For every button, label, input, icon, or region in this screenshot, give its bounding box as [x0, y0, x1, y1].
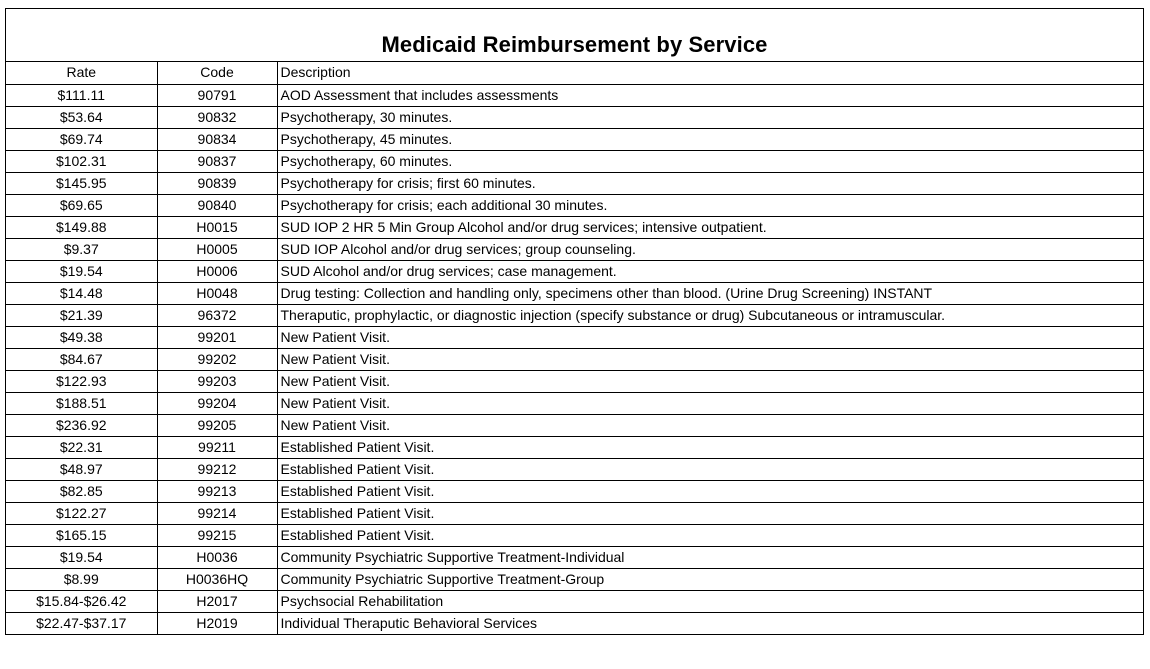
description-cell: Drug testing: Collection and handling only, specimens other than blood. (Urine Drug Screening) INSTANT [277, 282, 1143, 304]
description-cell: SUD IOP 2 HR 5 Min Group Alcohol and/or drug services; intensive outpatient. [277, 216, 1143, 238]
table-row [6, 612, 1143, 634]
rate-cell: $145.95 [6, 172, 157, 194]
header-rate: Rate [6, 62, 157, 84]
description-cell: Theraputic, prophylactic, or diagnostic injection (specify substance or drug) Subcutaneous or intramuscular. [277, 304, 1143, 326]
code-cell: H0006 [157, 260, 277, 282]
table-row [6, 106, 1143, 128]
rate-cell: $188.51 [6, 392, 157, 414]
table-row [6, 370, 1143, 392]
rate-cell: $8.99 [6, 568, 157, 590]
page-title: Medicaid Reimbursement by Service [381, 32, 768, 57]
rate-cell: $69.74 [6, 128, 157, 150]
code-cell: 96372 [157, 304, 277, 326]
code-cell: 99213 [157, 480, 277, 502]
description-cell: Psychotherapy, 60 minutes. [277, 150, 1143, 172]
description-cell: New Patient Visit. [277, 348, 1143, 370]
code-cell: H0005 [157, 238, 277, 260]
code-cell: 99214 [157, 502, 277, 524]
description-cell: Psychotherapy, 30 minutes. [277, 106, 1143, 128]
rate-cell: $122.93 [6, 370, 157, 392]
rate-cell: $14.48 [6, 282, 157, 304]
rate-cell: $84.67 [6, 348, 157, 370]
table-row [6, 458, 1143, 480]
description-cell: Psychotherapy for crisis; each additional 30 minutes. [277, 194, 1143, 216]
spreadsheet-sheet [5, 8, 1144, 635]
code-cell: H2017 [157, 590, 277, 612]
code-cell: 90791 [157, 84, 277, 106]
description-cell: SUD IOP Alcohol and/or drug services; group counseling. [277, 238, 1143, 260]
table-row [6, 260, 1143, 282]
code-cell: 99212 [157, 458, 277, 480]
code-cell: H0036HQ [157, 568, 277, 590]
table-row [6, 282, 1143, 304]
description-cell: AOD Assessment that includes assessments [277, 84, 1143, 106]
code-cell: 90839 [157, 172, 277, 194]
code-cell: 99203 [157, 370, 277, 392]
rate-cell: $19.54 [6, 546, 157, 568]
rate-cell: $21.39 [6, 304, 157, 326]
description-cell: Psychsocial Rehabilitation [277, 590, 1143, 612]
code-cell: 99205 [157, 414, 277, 436]
rate-cell: $22.31 [6, 436, 157, 458]
description-cell: New Patient Visit. [277, 326, 1143, 348]
rate-cell: $111.11 [6, 84, 157, 106]
table-row [6, 546, 1143, 568]
code-cell: H0036 [157, 546, 277, 568]
code-cell: 90832 [157, 106, 277, 128]
code-cell: H0015 [157, 216, 277, 238]
table-row [6, 348, 1143, 370]
rate-cell: $22.47-$37.17 [6, 612, 157, 634]
table-row [6, 84, 1143, 106]
rate-cell: $236.92 [6, 414, 157, 436]
rate-cell: $48.97 [6, 458, 157, 480]
code-cell: 99201 [157, 326, 277, 348]
table-row [6, 414, 1143, 436]
table-row [6, 238, 1143, 260]
description-cell: Established Patient Visit. [277, 502, 1143, 524]
rate-cell: $165.15 [6, 524, 157, 546]
description-cell: Psychotherapy for crisis; first 60 minutes. [277, 172, 1143, 194]
rate-cell: $53.64 [6, 106, 157, 128]
description-cell: Established Patient Visit. [277, 524, 1143, 546]
rate-cell: $82.85 [6, 480, 157, 502]
table-row [6, 480, 1143, 502]
table-row [6, 502, 1143, 524]
header-code: Code [157, 62, 277, 84]
description-cell: SUD Alcohol and/or drug services; case management. [277, 260, 1143, 282]
table-row [6, 524, 1143, 546]
table-row [6, 392, 1143, 414]
table-row [6, 304, 1143, 326]
code-cell: 90834 [157, 128, 277, 150]
description-cell: Established Patient Visit. [277, 436, 1143, 458]
description-cell: New Patient Visit. [277, 414, 1143, 436]
code-cell: 90840 [157, 194, 277, 216]
code-cell: 99204 [157, 392, 277, 414]
code-cell: H2019 [157, 612, 277, 634]
table-row [6, 172, 1143, 194]
title-row [6, 9, 1143, 62]
rate-cell: $9.37 [6, 238, 157, 260]
rate-cell: $15.84-$26.42 [6, 590, 157, 612]
table-row [6, 194, 1143, 216]
code-cell: 99202 [157, 348, 277, 370]
table-row [6, 568, 1143, 590]
table-row [6, 326, 1143, 348]
table-body [6, 84, 1143, 634]
header-row [6, 62, 1143, 84]
code-cell: 99215 [157, 524, 277, 546]
rate-cell: $122.27 [6, 502, 157, 524]
description-cell: New Patient Visit. [277, 392, 1143, 414]
rate-cell: $19.54 [6, 260, 157, 282]
rate-cell: $49.38 [6, 326, 157, 348]
description-cell: Individual Theraputic Behavioral Services [277, 612, 1143, 634]
description-cell: Established Patient Visit. [277, 480, 1143, 502]
rate-cell: $149.88 [6, 216, 157, 238]
code-cell: H0048 [157, 282, 277, 304]
reimbursement-table [6, 62, 1143, 634]
description-cell: New Patient Visit. [277, 370, 1143, 392]
table-row [6, 128, 1143, 150]
rate-cell: $69.65 [6, 194, 157, 216]
description-cell: Community Psychiatric Supportive Treatment-Individual [277, 546, 1143, 568]
header-description: Description [277, 62, 1143, 84]
code-cell: 90837 [157, 150, 277, 172]
description-cell: Psychotherapy, 45 minutes. [277, 128, 1143, 150]
description-cell: Community Psychiatric Supportive Treatment-Group [277, 568, 1143, 590]
table-row [6, 150, 1143, 172]
table-row [6, 436, 1143, 458]
description-cell: Established Patient Visit. [277, 458, 1143, 480]
table-row [6, 590, 1143, 612]
table-row [6, 216, 1143, 238]
code-cell: 99211 [157, 436, 277, 458]
rate-cell: $102.31 [6, 150, 157, 172]
